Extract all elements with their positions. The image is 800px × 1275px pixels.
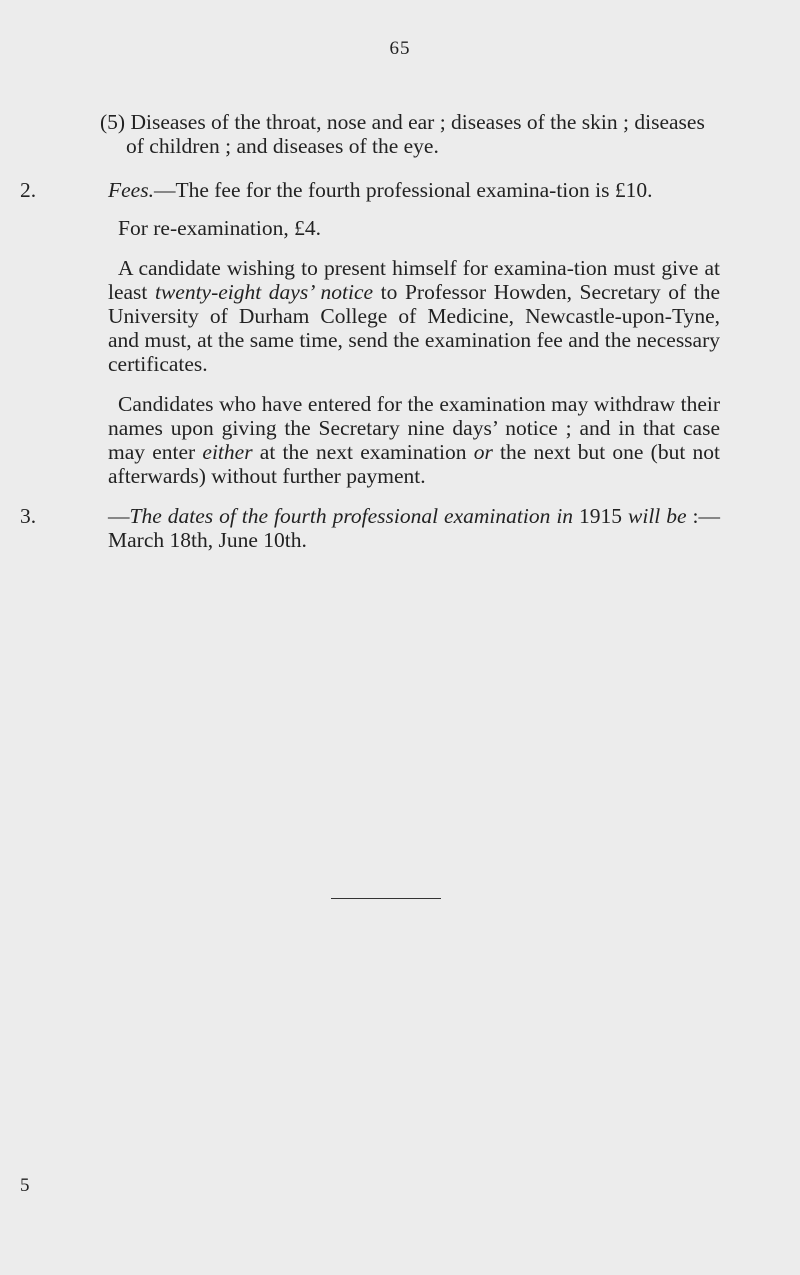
notice-text-end: to Professor Howden, Secretary of the University of Durham College of Medicine, Newcastle-upon-Tyne, and must, at the same time, send the examination fee and the necessary certificates.: [108, 280, 720, 376]
examination-dates: :—March 18th, June 10th.: [108, 504, 721, 552]
section-3-dash: —: [108, 504, 130, 528]
section-3-number: 3.: [20, 504, 37, 528]
notice-paragraph: [20, 256, 720, 376]
withdrawal-text-start: Candidates who have entered for the examination may withdraw their names upon giving the Secretary nine days’ notice ; and in that case may enter: [108, 392, 720, 464]
withdrawal-either: either: [202, 440, 253, 464]
section-5-paragraph: [20, 110, 720, 158]
page-number: 65: [389, 38, 411, 59]
section-3-year: 1915: [579, 504, 623, 528]
section-3-will-be: will be: [628, 504, 687, 528]
fees-heading: Fees.: [108, 178, 154, 202]
section-2-number: 2.: [20, 178, 37, 202]
withdrawal-text-end: the next but one (but not afterwards) without further payment.: [108, 440, 720, 488]
withdrawal-or: or: [473, 440, 493, 464]
withdrawal-paragraph: [20, 392, 720, 488]
section-divider: [331, 898, 441, 899]
fees-dash: —: [153, 178, 176, 202]
withdrawal-text-middle: at the next examination: [252, 440, 474, 464]
notice-period: twenty-eight days’ notice: [154, 280, 374, 304]
section-3-heading: The dates of the fourth professional examination in: [129, 504, 574, 528]
page-body: [20, 110, 720, 552]
section-3-dates-paragraph: [20, 504, 720, 552]
section-2-fees-paragraph: [20, 178, 720, 202]
section-5-label: (5): [100, 110, 126, 134]
notice-text-start: A candidate wishing to present himself for examina-tion must give at least: [108, 256, 720, 304]
signature-mark: 5: [20, 1175, 30, 1196]
reexamination-fee: For re-examination, £4.: [118, 216, 322, 240]
fees-text: The fee for the fourth professional examina-tion is £10.: [175, 178, 653, 202]
section-5-text: Diseases of the throat, nose and ear ; diseases of the skin ; diseases of children ; and diseases of the eye.: [126, 110, 705, 158]
